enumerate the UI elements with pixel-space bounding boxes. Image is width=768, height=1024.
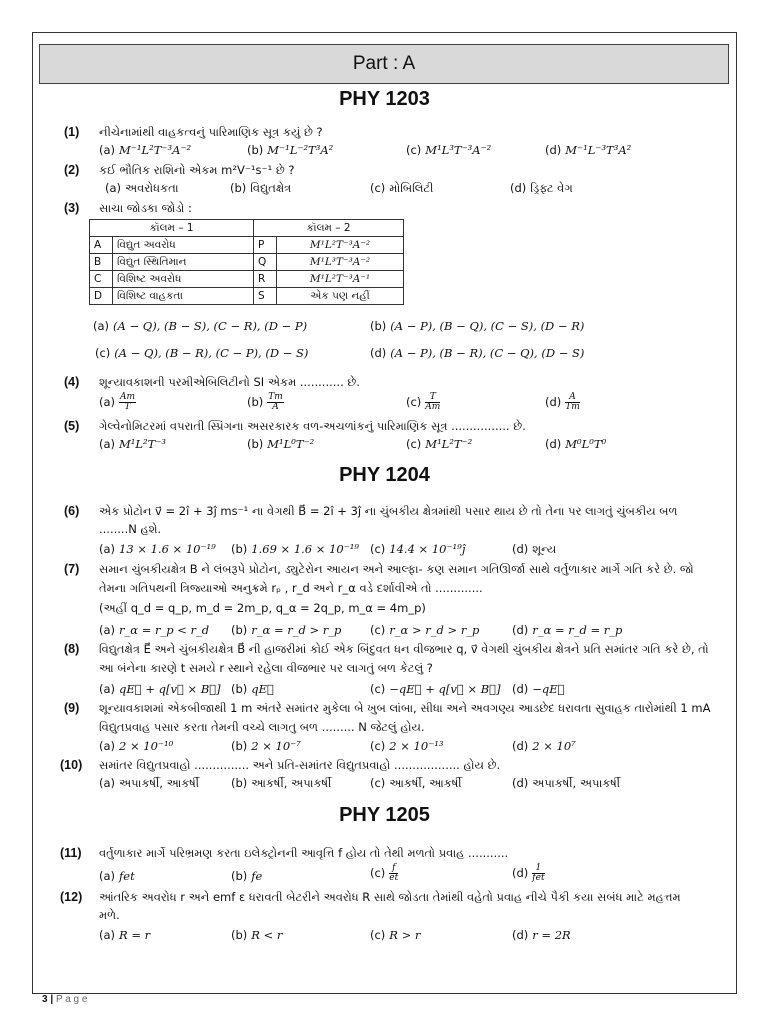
option-b: (b) (A − P), (B − Q), (C − S), (D − R) bbox=[370, 319, 585, 333]
question-text: વર્તુળાકાર માર્ગે પરિભ્રમણ કરતા ઇલેક્ટ્રોનની આવૃત્તિ f હોય તો તેથી મળતો પ્રવાહ ........... bbox=[99, 846, 509, 860]
option-c: (c) r_α > r_d > r_p bbox=[370, 623, 480, 637]
option-c: (c) 2 × 10⁻¹³ bbox=[370, 739, 444, 753]
question-text: શૂન્યાવકાશની પરમીએબિલિટીનો SI એકમ ............ છે. bbox=[99, 375, 360, 389]
table-cell: એક પણ નહીં bbox=[277, 288, 404, 305]
question-number: (12) bbox=[60, 890, 83, 904]
option-d: (d) ડ્રિફ્ટ વેગ bbox=[510, 181, 573, 195]
table-header: કૉલમ – 1 bbox=[90, 220, 254, 237]
option-b: (b) M¹L⁰T⁻² bbox=[247, 437, 315, 451]
table-cell: D bbox=[90, 288, 113, 305]
question-1 bbox=[64, 124, 724, 158]
question-11 bbox=[60, 845, 724, 887]
option-a: (a) (A − Q), (B − S), (C − R), (D − P) bbox=[93, 319, 308, 333]
option-d: (d) $\frac{A}{Tm}$ bbox=[545, 392, 580, 412]
page-number: 3 bbox=[42, 994, 48, 1005]
question-10 bbox=[60, 757, 724, 793]
question-3 bbox=[64, 200, 724, 218]
option-b: (b) વિદ્યુતક્ષેત્ર bbox=[230, 181, 292, 195]
question-text: વિદ્યુતક્ષેત્ર E⃗ અને ચુંબકીયક્ષેત્ર B⃗ ની હાજરીમાં કોઈ એક બિંદુવત ધન વીજભાર q, v⃗ વેગથી ચુંબકીય ક્ષેત્રને પ્રતિ સમાંતર ગતિ કરે છે, તો bbox=[99, 642, 709, 656]
section-title-phy1205: PHY 1205 bbox=[339, 804, 430, 826]
option-c: (c) M¹L²T⁻² bbox=[406, 437, 473, 451]
table-cell: વિદ્યુત અવરોધ bbox=[113, 237, 254, 254]
question-text-continued: ........N હશે. bbox=[99, 522, 162, 536]
option-a: (a) R = r bbox=[99, 928, 151, 942]
option-c: (c) $\frac{T}{Am}$ bbox=[406, 392, 441, 412]
option-a: (a) અવરોધકતા bbox=[105, 181, 179, 195]
question-number: (5) bbox=[64, 419, 80, 433]
option-a: (a) fet bbox=[99, 869, 135, 883]
option-d: (d) અપાકર્ષી, અપાકર્ષી bbox=[512, 776, 621, 790]
question-note: (અહીં q_d = q_p, m_d = 2m_p, q_α = 2q_p, m_α = 4m_p) bbox=[99, 601, 426, 615]
table-cell: M¹L²T⁻³A⁻² bbox=[277, 237, 404, 254]
option-c: (c) $\frac{f}{et}$ bbox=[370, 863, 399, 883]
question-5 bbox=[64, 418, 724, 452]
table-cell: M¹L²T⁻³A⁻¹ bbox=[277, 271, 404, 288]
question-text: નીચેનામાંથી વાહકત્વનું પારિમાણિક સૂત્ર કયું છે ? bbox=[99, 125, 323, 139]
question-number: (10) bbox=[60, 758, 83, 772]
question-text-continued: આ બંનેના કારણે t સમયે r સ્થાને રહેલા વીજભાર પર લાગતું બળ કેટલું ? bbox=[99, 661, 433, 675]
table-cell: વિશિષ્ટ અવરોધ bbox=[113, 271, 254, 288]
question-text: શૂન્યાવકાશમાં એકબીજાથી 1 m અંતરે સમાંતર મુકેલા બે ખુબ લાંબા, સીધા અને અવગણ્ય આડછેદ ધરાવતા સુવાહક તારોમાંથી 1 mA bbox=[99, 701, 711, 715]
table-cell: P bbox=[254, 237, 277, 254]
footer-separator: | bbox=[50, 994, 54, 1005]
option-a: (a) અપાકર્ષી, આકર્ષી bbox=[99, 776, 200, 790]
question-number: (4) bbox=[64, 375, 80, 389]
table-cell: વિદ્યુત સ્થિતિમાન bbox=[113, 254, 254, 271]
option-a: (a) qE⃗ + q[v⃗ × B⃗] bbox=[99, 682, 221, 696]
table-cell: A bbox=[90, 237, 113, 254]
table-cell: S bbox=[254, 288, 277, 305]
page-label: P a g e bbox=[55, 994, 88, 1005]
question-text-continued: વિદ્યુતપ્રવાહ પસાર કરતા તેમની વચ્ચે લાગતુ બળ ......... N જેટલું હોય. bbox=[99, 720, 425, 734]
question-4 bbox=[64, 374, 724, 416]
option-d: (d) −qE⃗ bbox=[512, 682, 565, 696]
option-c: (c) આકર્ષી, આકર્ષી bbox=[370, 776, 462, 790]
page-footer bbox=[42, 994, 87, 1005]
table-cell: R bbox=[254, 271, 277, 288]
option-c: (c) (A − Q), (B − R), (C − P), (D − S) bbox=[95, 346, 309, 360]
table-cell: વિશિષ્ટ વાહકતા bbox=[113, 288, 254, 305]
question-text: ગેલ્વેનોમિટરમાં વપરાતી સ્પ્રિંગના અસરકારક વળ-અચળાંકનું પારિમાણિક સૂત્ર ................ છે. bbox=[99, 419, 526, 433]
question-text: કઈ ભૌતિક રાશિનો એકમ m²V⁻¹s⁻¹ છે ? bbox=[99, 163, 295, 177]
table-row bbox=[90, 288, 404, 305]
question-12 bbox=[60, 889, 724, 945]
option-a: (a) 13 × 1.6 × 10⁻¹⁹ bbox=[99, 542, 216, 556]
option-b: (b) આકર્ષી, અપાકર્ષી bbox=[231, 776, 332, 790]
option-b: (b) M⁻¹L⁻²T³A² bbox=[247, 143, 334, 157]
option-d: (d) શૂન્ય bbox=[512, 542, 557, 556]
option-a: (a) M⁻¹L²T⁻³A⁻² bbox=[99, 143, 192, 157]
part-title: Part : A bbox=[39, 44, 729, 84]
option-a: (a) M¹L²T⁻³ bbox=[99, 437, 167, 451]
question-number: (8) bbox=[64, 642, 80, 656]
option-d: (d) M⁻¹L⁻³T³A² bbox=[545, 143, 632, 157]
option-d: (d) M⁰L⁰T⁰ bbox=[545, 437, 607, 451]
question-number: (2) bbox=[64, 163, 80, 177]
option-a: (a) 2 × 10⁻¹⁰ bbox=[99, 739, 174, 753]
question-text: સમાન ચુંબકીયક્ષેત્ર B ને લંબરૂપે પ્રોટોન, ડ્યુટેરોન આયન અને આલ્ફા- કણ સમાન ગતિઊર્જા સાથે વર્તુળાકાર માર્ગે ગતિ કરે છે. જો bbox=[99, 562, 694, 576]
question-9 bbox=[64, 700, 724, 756]
question-2 bbox=[64, 162, 724, 196]
question-text: એક પ્રોટોન v⃗ = 2î + 3ĵ ms⁻¹ ના વેગથી B⃗ = 2î + 3ĵ ના ચુંબકીય ક્ષેત્રમાંથી પસાર થાય છે તો તેના પર લાગતું ચુંબકીય બળ bbox=[99, 504, 678, 518]
table-cell: Q bbox=[254, 254, 277, 271]
question-text: સાચા જોડકા જોડો : bbox=[99, 201, 192, 215]
option-d: (d) r_α = r_d = r_p bbox=[512, 623, 623, 637]
option-c: (c) 14.4 × 10⁻¹⁹ĵ bbox=[370, 542, 466, 556]
option-b: (b) 1.69 × 1.6 × 10⁻¹⁹ bbox=[231, 542, 359, 556]
question-6 bbox=[64, 503, 724, 557]
option-d: (d) 2 × 10⁷ bbox=[512, 739, 576, 753]
table-header: કૉલમ – 2 bbox=[254, 220, 404, 237]
option-d: (d) r = 2R bbox=[512, 928, 571, 942]
option-b: (b) $\frac{Tm}{A}$ bbox=[247, 392, 283, 412]
table-header-row bbox=[90, 220, 404, 237]
matching-table bbox=[89, 219, 404, 305]
question-number: (9) bbox=[64, 701, 80, 715]
option-a: (a) r_α = r_p < r_d bbox=[99, 623, 210, 637]
option-d: (d) (A − P), (B − R), (C − Q), (D − S) bbox=[370, 346, 585, 360]
table-row bbox=[90, 237, 404, 254]
question-8 bbox=[64, 641, 724, 697]
question-number: (3) bbox=[64, 201, 80, 215]
option-c: (c) M¹L³T⁻³A⁻² bbox=[406, 143, 492, 157]
option-c: (c) મોબિલિટી bbox=[370, 181, 434, 195]
option-d: (d) $\frac{1}{\text{fet}}$ bbox=[512, 863, 545, 883]
table-cell: M¹L³T⁻³A⁻² bbox=[277, 254, 404, 271]
option-b: (b) R < r bbox=[231, 928, 283, 942]
table-cell: C bbox=[90, 271, 113, 288]
question-number: (7) bbox=[64, 562, 80, 576]
question-text: સમાંતર વિદ્યુતપ્રવાહો ............... અને પ્રતિ-સમાંતર વિદ્યુતપ્રવાહો .................. હોય છે. bbox=[99, 758, 501, 772]
option-c: (c) R > r bbox=[370, 928, 421, 942]
table-row bbox=[90, 254, 404, 271]
question-number: (6) bbox=[64, 504, 80, 518]
option-b: (b) qE⃗ bbox=[231, 682, 274, 696]
section-title-phy1204: PHY 1204 bbox=[339, 464, 430, 486]
question-number: (11) bbox=[60, 846, 82, 860]
option-b: (b) r_α = r_d > r_p bbox=[231, 623, 342, 637]
table-cell: B bbox=[90, 254, 113, 271]
question-text-continued: તેમના ગતિપથની ત્રિજ્યાઓ અનુક્રમે rₚ , r_d અને r_α વડે દર્શાવીએ તો ............. bbox=[99, 581, 483, 595]
question-text-continued: મળે. bbox=[99, 908, 120, 922]
question-7 bbox=[64, 561, 724, 637]
question-3-options bbox=[64, 318, 724, 364]
question-number: (1) bbox=[64, 125, 80, 139]
option-b: (b) fe bbox=[231, 869, 263, 883]
table-row bbox=[90, 271, 404, 288]
option-b: (b) 2 × 10⁻⁷ bbox=[231, 739, 301, 753]
option-c: (c) −qE⃗ + q[v⃗ × B⃗] bbox=[370, 682, 501, 696]
section-title-phy1203: PHY 1203 bbox=[339, 88, 430, 110]
question-text: આંતરિક અવરોધ r અને emf ε ધરાવતી બેટરીને અવરોધ R સાથે જોડતા તેમાંથી વહેતો પ્રવાહ નીચે પૈકી કયા સબંધ માટે મહત્તમ bbox=[99, 890, 681, 904]
option-a: (a) $\frac{Am}{T}$ bbox=[99, 392, 136, 412]
